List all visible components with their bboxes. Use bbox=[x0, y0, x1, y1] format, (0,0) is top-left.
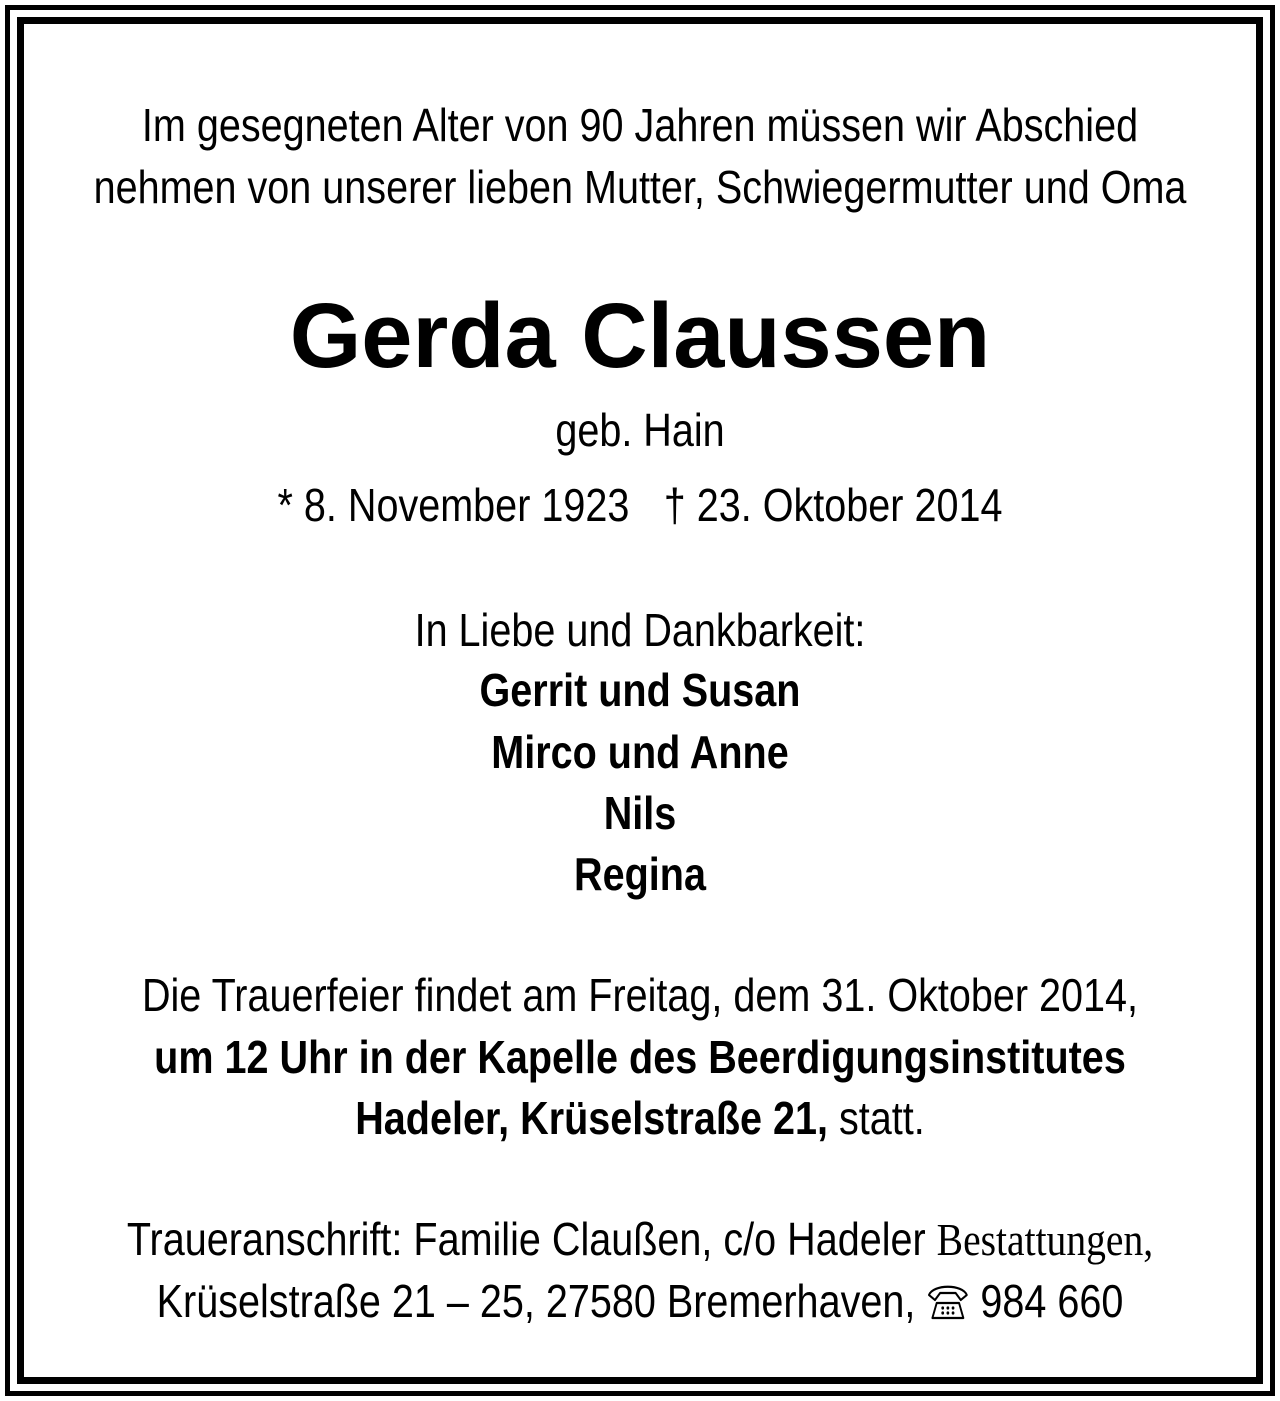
phone-number: 984 660 bbox=[980, 1275, 1124, 1327]
mourner-name: Regina bbox=[574, 848, 706, 900]
ceremony-line-2: um 12 Uhr in der Kapelle des Beerdigungsinstitutes bbox=[154, 1031, 1126, 1083]
address-line-1 bbox=[90, 1213, 1191, 1265]
death-date: † 23. Oktober 2014 bbox=[663, 479, 1003, 531]
deceased-name: Gerda Claussen bbox=[289, 285, 991, 387]
mourner-name: Gerrit und Susan bbox=[479, 664, 801, 716]
ceremony-line-1: Die Trauerfeier findet am Freitag, dem 31. Oktober 2014, bbox=[141, 969, 1139, 1021]
address-street: Krüselstraße 21 – 25, 27580 Bremerhaven, bbox=[156, 1275, 916, 1327]
intro-line-2: nehmen von unserer lieben Mutter, Schwiegermutter und Oma bbox=[93, 161, 1187, 213]
ceremony-location: Hadeler, Krüselstraße 21, bbox=[355, 1092, 829, 1144]
address-line-2 bbox=[90, 1275, 1191, 1328]
ceremony-statt: statt. bbox=[838, 1092, 925, 1144]
mourner-name: Mirco und Anne bbox=[491, 726, 789, 778]
ceremony-line-3 bbox=[90, 1092, 1191, 1144]
telephone-icon bbox=[926, 1279, 969, 1328]
mourners-heading: In Liebe und Dankbarkeit: bbox=[414, 604, 866, 656]
life-dates bbox=[90, 479, 1191, 531]
maiden-name: geb. Hain bbox=[555, 404, 725, 456]
intro-line-1: Im gesegneten Alter von 90 Jahren müssen wir Abschied bbox=[141, 99, 1139, 151]
birth-date: * 8. November 1923 bbox=[277, 479, 630, 531]
address-text: Traueranschrift: Familie Claußen, c/o Hadeler bbox=[126, 1213, 926, 1265]
mourner-name: Nils bbox=[603, 787, 677, 839]
address-serif-word: Bestattungen, bbox=[936, 1214, 1154, 1265]
